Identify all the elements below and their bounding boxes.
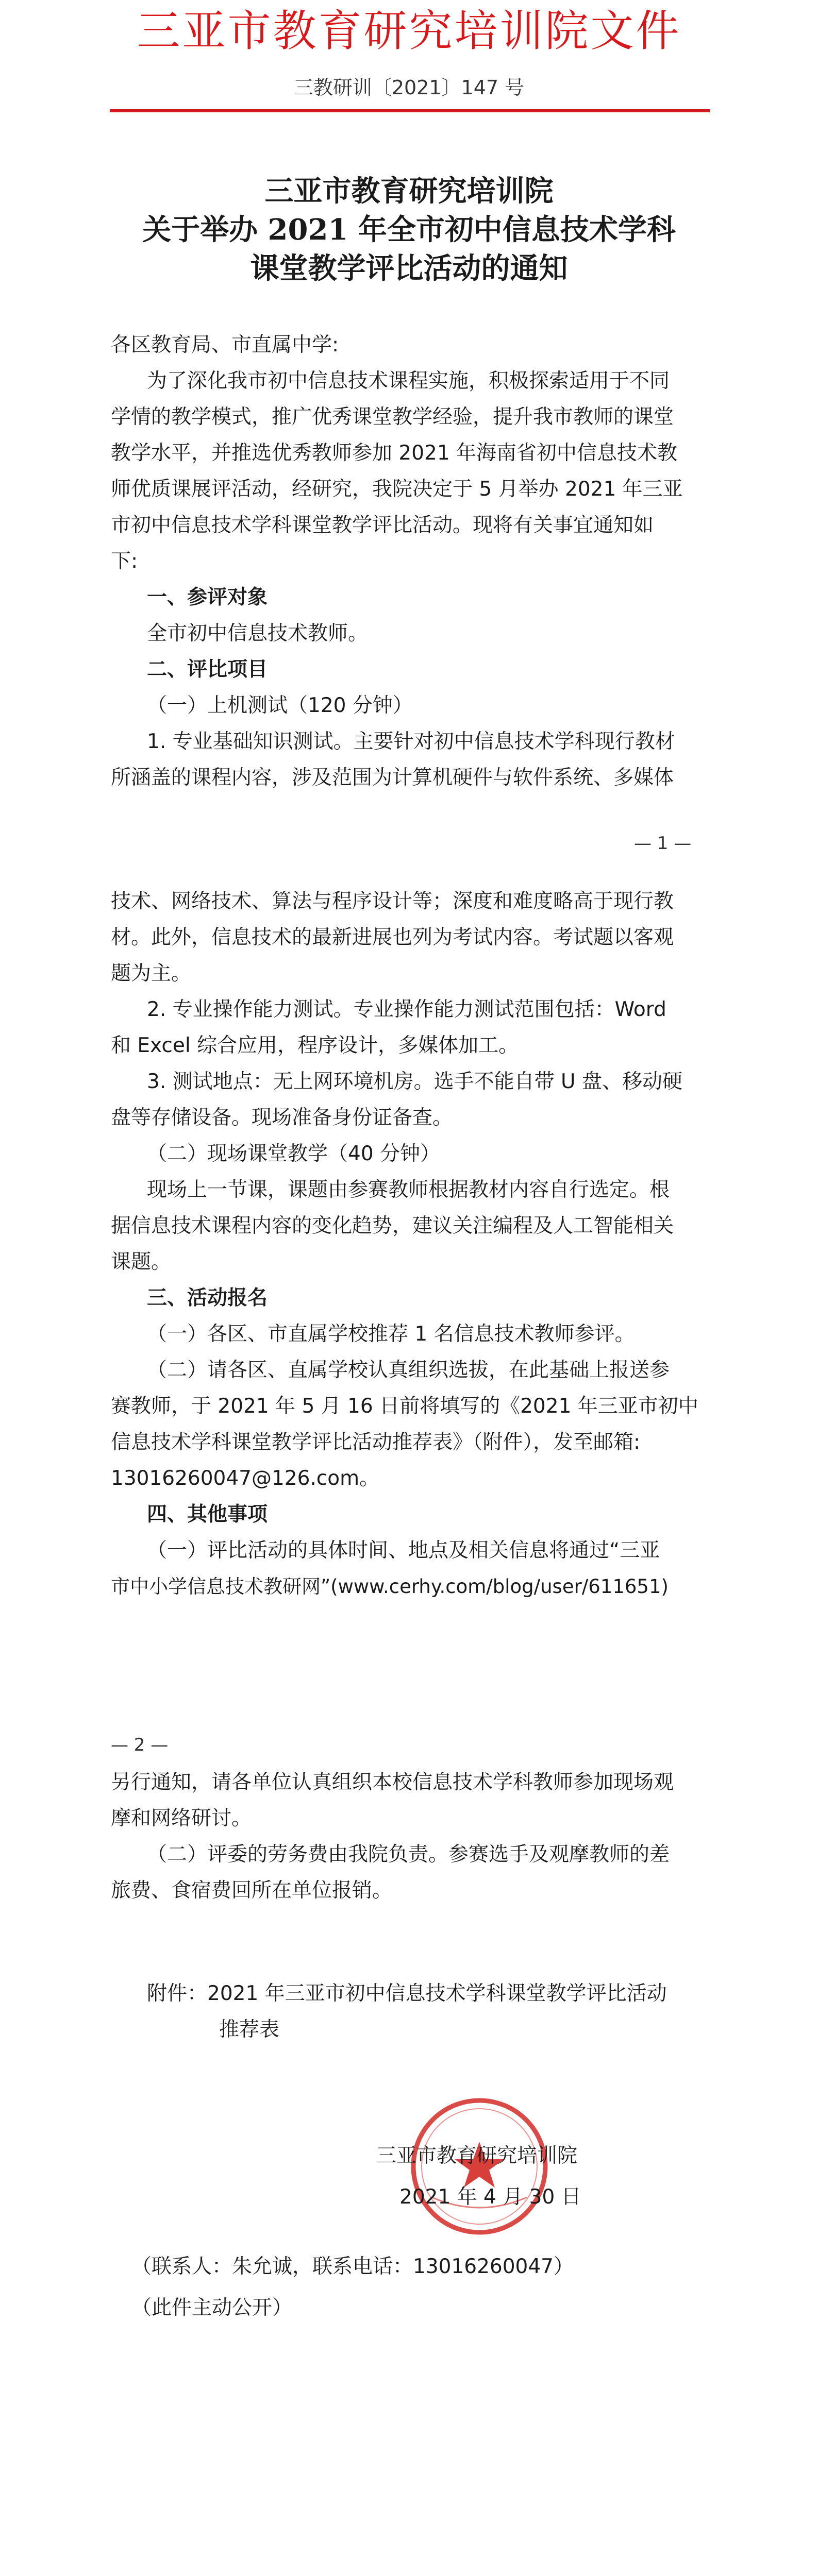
email-address: 13016260047@126.com。 bbox=[111, 1467, 380, 1490]
attachment-line: 附件：2021 年三亚市初中信息技术学科课堂教学评比活动 bbox=[147, 1982, 667, 2005]
subsection-heading: （一）上机测试（120 分钟） bbox=[147, 694, 413, 717]
header-red-rule bbox=[110, 109, 710, 112]
body-line: 市初中信息技术学科课堂教学评比活动。现将有关事宜通知如 bbox=[111, 514, 654, 537]
body-line: 为了深化我市初中信息技术课程实施，积极探索适用于不同 bbox=[147, 369, 670, 393]
body-line: 赛教师，于 2021 年 5 月 16 日前将填写的《2021 年三亚市初中 bbox=[111, 1395, 698, 1418]
body-line: 下: bbox=[111, 550, 138, 573]
section-heading-items: 二、评比项目 bbox=[147, 658, 268, 681]
subsection-heading: （二）现场课堂教学（40 分钟） bbox=[147, 1142, 441, 1165]
body-line: 摩和网络研讨。 bbox=[111, 1807, 252, 1830]
body-line: 所涵盖的课程内容，涉及范围为计算机硬件与软件系统、多媒体 bbox=[111, 766, 674, 789]
signature-issuer: 三亚市教育研究培训院 bbox=[376, 2144, 578, 2167]
body-line: 3. 测试地点：无上网环境机房。选手不能自带 U 盘、移动硬 bbox=[147, 1070, 682, 1093]
body-line: （一）各区、市直属学校推荐 1 名信息技术教师参评。 bbox=[147, 1323, 635, 1346]
doc-title-line-2: 关于举办 2021 年全市初中信息技术学科 bbox=[142, 213, 676, 247]
body-line: 和 Excel 综合应用，程序设计，多媒体加工。 bbox=[111, 1034, 519, 1057]
public-notice: （此件主动公开） bbox=[131, 2296, 293, 2319]
body-line: 教学水平，并推选优秀教师参加 2021 年海南省初中信息技术教 bbox=[111, 442, 678, 465]
body-line: 技术、网络技术、算法与程序设计等；深度和难度略高于现行教 bbox=[111, 890, 674, 913]
salutation: 各区教育局、市直属中学: bbox=[111, 333, 339, 357]
body-line: 据信息技术课程内容的变化趋势，建议关注编程及人工智能相关 bbox=[111, 1214, 674, 1238]
body-line: （二）请各区、直属学校认真组织选拔，在此基础上报送参 bbox=[147, 1359, 670, 1382]
body-line: 全市初中信息技术教师。 bbox=[147, 622, 369, 645]
page-number: — 1 — bbox=[634, 833, 692, 854]
body-line: 市中小学信息技术教研网”(www.cerhy.com/blog/user/611651) bbox=[111, 1575, 669, 1598]
body-line: 题为主。 bbox=[111, 962, 192, 985]
attachment-line: 推荐表 bbox=[219, 2018, 280, 2041]
document-header-title: 三亚市教育研究培训院文件 bbox=[137, 6, 681, 56]
page-number: — 2 — bbox=[111, 1735, 169, 1755]
contact-line: （联系人：朱允诚，联系电话：13016260047） bbox=[131, 2255, 574, 2278]
document-number: 三教研训〔2021〕147 号 bbox=[293, 76, 525, 99]
section-heading-participants: 一、参评对象 bbox=[147, 586, 268, 609]
body-line: （一）评比活动的具体时间、地点及相关信息将通过“三亚 bbox=[147, 1539, 660, 1562]
body-line: 现场上一节课，课题由参赛教师根据教材内容自行选定。根 bbox=[147, 1178, 670, 1201]
body-line: 学情的教学模式，推广优秀课堂教学经验，提升我市教师的课堂 bbox=[111, 405, 674, 429]
body-line: （二）评委的劳务费由我院负责。参赛选手及观摩教师的差 bbox=[147, 1843, 670, 1866]
body-line: 信息技术学科课堂教学评比活动推荐表》（附件），发至邮箱: bbox=[111, 1431, 641, 1454]
section-heading-other: 四、其他事项 bbox=[147, 1503, 268, 1526]
doc-title-line-3: 课堂教学评比活动的通知 bbox=[250, 251, 568, 285]
body-line: 2. 专业操作能力测试。专业操作能力测试范围包括：Word bbox=[147, 998, 666, 1021]
signature-date: 2021 年 4 月 30 日 bbox=[399, 2185, 581, 2209]
body-line: 课题。 bbox=[111, 1250, 172, 1274]
body-line: 盘等存储设备。现场准备身份证备查。 bbox=[111, 1106, 453, 1129]
body-line: 1. 专业基础知识测试。主要针对初中信息技术学科现行教材 bbox=[147, 730, 675, 753]
section-heading-registration: 三、活动报名 bbox=[147, 1286, 268, 1310]
body-line: 材。此外，信息技术的最新进展也列为考试内容。考试题以客观 bbox=[111, 926, 674, 949]
body-line: 师优质课展评活动，经研究，我院决定于 5 月举办 2021 年三亚 bbox=[111, 478, 683, 501]
doc-title-line-1: 三亚市教育研究培训院 bbox=[264, 174, 554, 208]
body-line: 另行通知，请各单位认真组织本校信息技术学科教师参加现场观 bbox=[111, 1771, 674, 1794]
body-line: 旅费、食宿费回所在单位报销。 bbox=[111, 1879, 393, 1902]
